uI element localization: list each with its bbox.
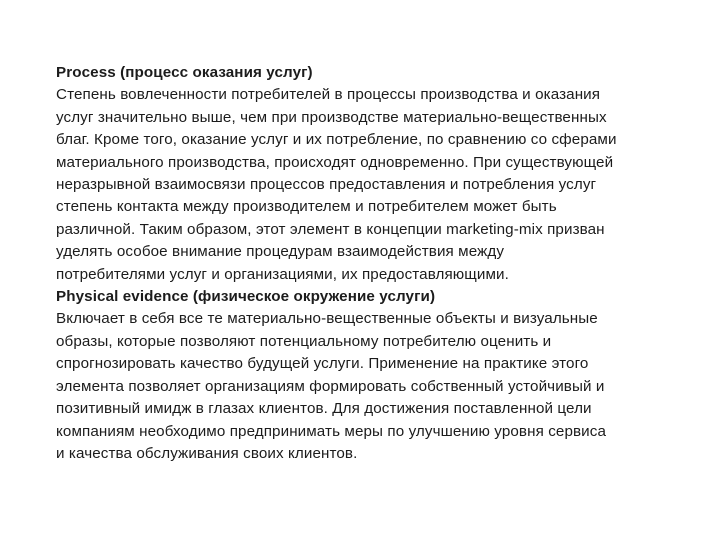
text-line: позитивный имидж в глазах клиентов. Для достижения поставленной цели [56,400,592,418]
process-heading: Process (процесс оказания услуг) [56,64,313,81]
text-line: благ. Кроме того, оказание услуг и их потребление, по сравнению со сферами [56,131,617,149]
physical-evidence-heading: Physical evidence (физическое окружение услуги) [56,288,436,306]
text-line: различной. Таким образом, этот элемент в концепции marketing-mix призван [56,220,605,238]
physical-evidence-paragraph [56,308,666,465]
text-line: услуг значительно выше, чем при производстве материально-вещественных [56,108,607,126]
text-line: образы, которые позволяют потенциальному потребителю оценить и [56,332,552,350]
slide-text [56,62,666,465]
text-line: уделять особое внимание процедурам взаимодействия между [56,243,505,261]
text-line: потребителями услуг и организациями, их предоставляющими. [56,265,509,283]
text-line: материального производства, происходят одновременно. При существующей [56,153,614,171]
process-paragraph [56,84,666,286]
text-line: Степень вовлеченности потребителей в процессы производства и оказания [56,86,601,104]
text-line: компаниям необходимо предпринимать меры по улучшению уровня сервиса [56,422,606,440]
text-line: степень контакта между производителем и потребителем может быть [56,198,557,216]
text-line: спрогнозировать качество будущей услуги. Применение на практике этого [56,355,589,373]
text-line: неразрывной взаимосвязи процессов предоставления и потребления услуг [56,176,597,194]
text-line: и качества обслуживания своих клиентов. [56,444,358,462]
text-line: Включает в себя все те материально-вещественные объекты и визуальные [56,310,598,328]
text-line: элемента позволяет организациям формировать собственный устойчивый и [56,377,605,395]
